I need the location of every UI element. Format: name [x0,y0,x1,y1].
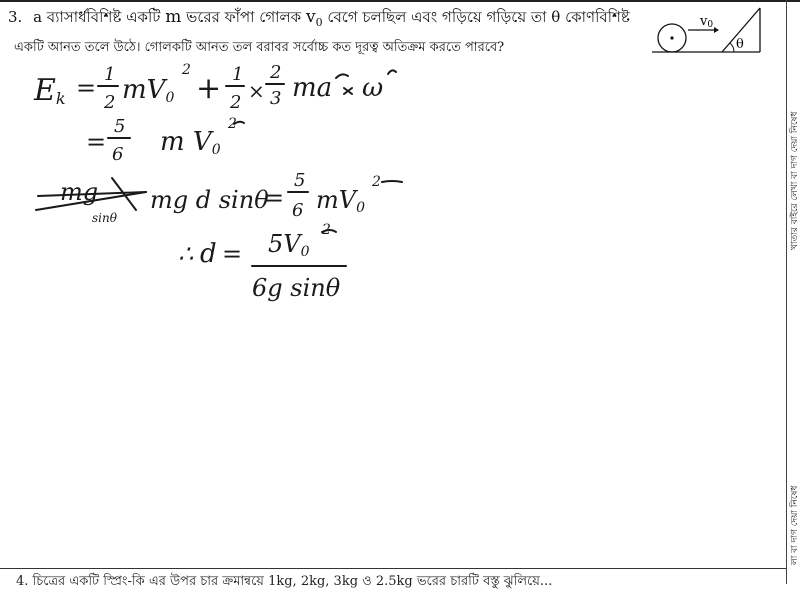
ek-symbol: Ek [34,73,66,108]
five-sixths-num-1: 5 [114,116,126,137]
half-num-1: 1 [104,64,116,85]
question-number: 3. [8,8,23,26]
d-symbol: d [200,239,217,269]
five-sixths-den-2: 6 [292,200,304,221]
equals-3: = [264,184,285,212]
half-den-2: 2 [230,92,242,113]
solution-line-3 [36,170,402,225]
equals-1: = [76,74,97,102]
mv0-term-2: m V0 [160,127,221,158]
ink-squiggle-2 [388,70,396,74]
result-denominator: 6g sinθ [252,274,341,302]
solution-line-4 [178,222,346,302]
diagram-theta-label: θ [736,37,744,52]
solution-line-2 [86,116,244,165]
square-1: 2 [182,62,191,78]
square-3: 2 [372,174,381,190]
two-thirds-num: 2 [270,62,282,83]
five-sixths-num-2: 5 [294,170,306,191]
question-text-part-c: বেগে চলছিল এবং গড়িয়ে গড়িয়ে তা θ কোণবিশিষ্ট [327,8,630,26]
ink-cross-mark [344,88,352,94]
margin-warning-2: লা বা দাগ দেয়া নিষেধ [790,485,800,565]
question-text-part-b: ভরের ফাঁপা গোলক [186,8,302,26]
margin-warning-1: খাতার বাইরে লেখা বা দাগ দেয়া নিষেধ [790,111,800,250]
question-line-2: একটি আনত তলে উঠে। গোলকটি আনত তল বরাবর সর্বোচ্চ কত দূরত্ব অতিক্রম করতে পারবে? [14,40,505,55]
mv0-term: mV0 [122,75,175,106]
next-question-preview: 4. চিত্রের একটি স্প্রিং-কি এর উপর চার ক্রমান্বয়ে 1kg, 2kg, 3kg ও 2.5kg ভরের চারটি বস্তু ঝুলিয়ে... [16,574,553,589]
ink-squiggle-1 [336,74,348,78]
result-square: 2 [322,222,331,238]
question-text-part-a: a ব্যাসার্ধবিশিষ্ট একটি [33,8,161,26]
velocity-symbol: $v_0$ [305,7,323,29]
ma-term: ma [292,73,333,103]
half-den-1: 2 [104,92,116,113]
two-thirds-den: 3 [270,88,282,109]
times-sign: × [248,79,265,103]
ink-squiggle-4 [382,181,402,182]
omega-term: ω [362,73,384,103]
diagram-v0-label: v0 [700,14,714,30]
result-numerator: 5V0 [268,230,310,260]
struck-sin: sinθ [92,211,117,225]
plus-sign: + [196,71,222,106]
five-sixths-den-1: 6 [112,144,124,165]
half-num-2: 1 [232,64,244,85]
mgd-sin-term: mg d sinθ [150,186,269,214]
equals-4: = [222,240,243,268]
mv0-term-3: mV0 [316,186,366,216]
therefore-sign: ∴ [178,240,194,268]
ink-squiggle-3 [234,122,244,124]
solution-line-1 [33,62,396,113]
mass-symbol: m [165,7,182,27]
struck-mg: mg [60,178,99,206]
square-2: 2 [228,116,237,132]
equals-2: = [86,128,107,156]
